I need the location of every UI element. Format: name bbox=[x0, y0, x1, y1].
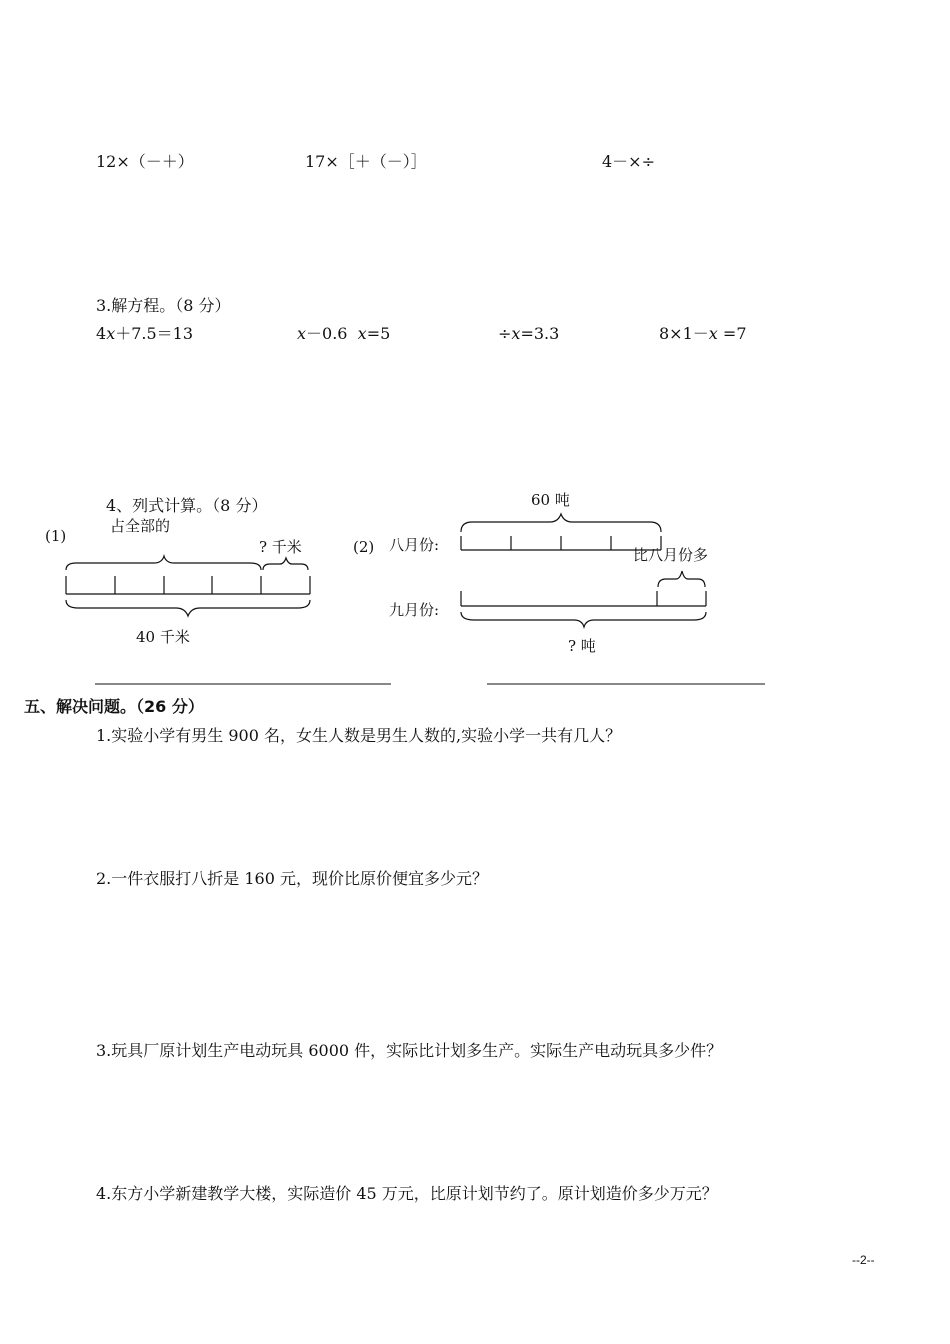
problem-2-label: (2) bbox=[353, 538, 375, 556]
question-4: 4.东方小学新建教学大楼，实际造价 45 万元，比原计划节约了。原计划造价多少万元？ bbox=[96, 1184, 718, 1203]
problem-2-more-note: 比八月份多 bbox=[633, 546, 709, 564]
eq1-part-a: 4 bbox=[96, 324, 107, 343]
diagram-1-right-brace bbox=[263, 558, 308, 570]
expression-3: 4－×÷ bbox=[602, 152, 655, 171]
eq2-part-c: =5 bbox=[366, 324, 391, 343]
question-3: 3.玩具厂原计划生产电动玩具 6000 件，实际比计划多生产。实际生产电动玩具多少件？ bbox=[96, 1041, 723, 1060]
problem-2-top-note: 60 吨 bbox=[531, 491, 570, 509]
problem-1-label: (1) bbox=[45, 527, 67, 545]
eq3-part-a: ÷ bbox=[498, 324, 512, 343]
diagram-1-bottom-brace bbox=[66, 600, 310, 616]
question-2: 2.一件衣服打八折是 160 元，现价比原价便宜多少元？ bbox=[96, 869, 488, 888]
section-4-title: 4、列式计算。（8 分） bbox=[106, 496, 268, 515]
expression-2: 17×［＋（－）］ bbox=[305, 152, 427, 171]
eq4-part-b: =7 bbox=[722, 324, 747, 343]
problem-2-row1-label: 八月份: bbox=[389, 536, 440, 554]
diagram-2-extra-brace bbox=[658, 571, 705, 587]
eq1-part-b: ＋7.5＝13 bbox=[115, 324, 194, 343]
eq1-variable: x bbox=[106, 324, 116, 343]
eq2-variable: x bbox=[297, 324, 307, 343]
diagram-2-top-brace bbox=[461, 514, 661, 532]
problem-1-top-note: 占全部的 bbox=[110, 517, 171, 535]
eq3-part-b: =3.3 bbox=[520, 324, 560, 343]
problem-2-row2-label: 九月份: bbox=[389, 601, 440, 619]
expression-1: 12×（－＋） bbox=[96, 152, 194, 171]
section-3-title: 3.解方程。（8 分） bbox=[96, 296, 231, 315]
diagram-2-bottom-brace bbox=[461, 612, 706, 627]
eq4-variable: x bbox=[708, 324, 718, 343]
diagram-1-top-brace bbox=[66, 556, 261, 570]
problem-1-bottom-note: 40 千米 bbox=[136, 628, 190, 646]
section-5-heading: 五、解决问题。（26 分） bbox=[24, 697, 204, 716]
eq3-variable: x bbox=[511, 324, 521, 343]
problem-1-right-note: ? 千米 bbox=[259, 538, 302, 556]
question-1: 1.实验小学有男生 900 名，女生人数是男生人数的,实验小学一共有几人？ bbox=[96, 726, 622, 745]
problem-2-bottom-note: ? 吨 bbox=[568, 637, 596, 655]
page-number: --2-- bbox=[852, 1253, 875, 1267]
eq2-part-b: －0.6 bbox=[306, 324, 348, 343]
eq2-variable-2: x bbox=[357, 324, 367, 343]
eq4-part-a: 8×1－ bbox=[659, 324, 709, 343]
